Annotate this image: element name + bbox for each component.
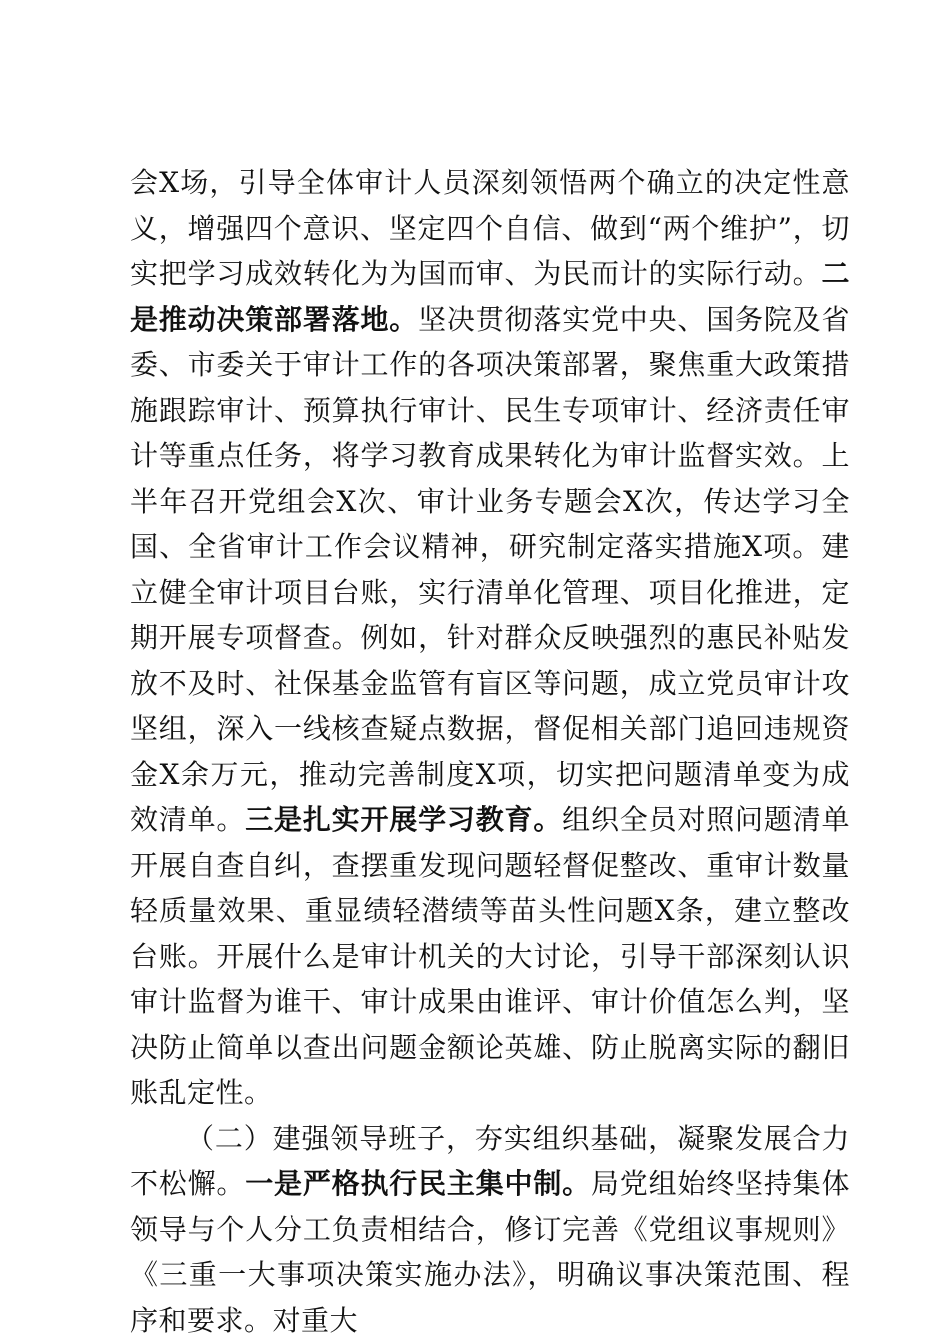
paragraph-text: 组织全员对照问题清单开展自查自纠，查摆重发现问题轻督促整改、重审计数量轻质量效果、重显绩轻潜绩等苗头性问题X条，建立整改台账。开展什么是审计机关的大讨论，引导干部深刻认识审计监督为谁干、审计成果由谁评、审计价值怎么判，坚决防止简单以查出问题金额论英雄、防止脱离实际的翻旧账乱定性。 xyxy=(130,803,850,1109)
paragraph-text: 坚决贯彻落实党中央、国务院及省委、市委关于审计工作的各项决策部署，聚焦重大政策措施跟踪审计、预算执行审计、民生专项审计、经济责任审计等重点任务，将学习教育成果转化为审计监督实效。上半年召开党组会X次、审计业务专题会X次，传达学习全国、全省审计工作会议精神，研究制定落实措施X项。建立健全审计项目台账，实行清单化管理、项目化推进，定期开展专项督查。例如，针对群众反映强烈的惠民补贴发放不及时、社保基金监管有盲区等问题，成立党员审计攻坚组，深入一线核查疑点数据，督促相关部门追回违规资金X余万元，推动完善制度X项，切实把问题清单变为成效清单。 xyxy=(130,302,850,836)
document-body xyxy=(130,160,850,1343)
paragraph-text: 局党组始终坚持集体领导与个人分工负责相结合，修订完善《党组议事规则》《三重一大事项决策实施办法》，明确议事决策范围、程序和要求。对重大 xyxy=(130,1167,850,1337)
bold-heading: 三是扎实开展学习教育。 xyxy=(245,803,563,836)
bold-heading: 一是严格执行民主集中制。 xyxy=(245,1167,591,1200)
bold-heading: 二是推动决策部署落地。 xyxy=(130,257,850,336)
paragraph-1 xyxy=(130,160,850,1116)
section-heading: （二）建强领导班子，夯实组织基础，凝聚发展合力不松懈。 xyxy=(130,1121,850,1200)
paragraph-text: 会X场，引导全体审计人员深刻领悟两个确立的决定性意义，增强四个意识、坚定四个自信、做到“两个维护”，切实把学习成效转化为为国而审、为民而计的实际行动。 xyxy=(130,166,850,290)
paragraph-2 xyxy=(130,1116,850,1344)
